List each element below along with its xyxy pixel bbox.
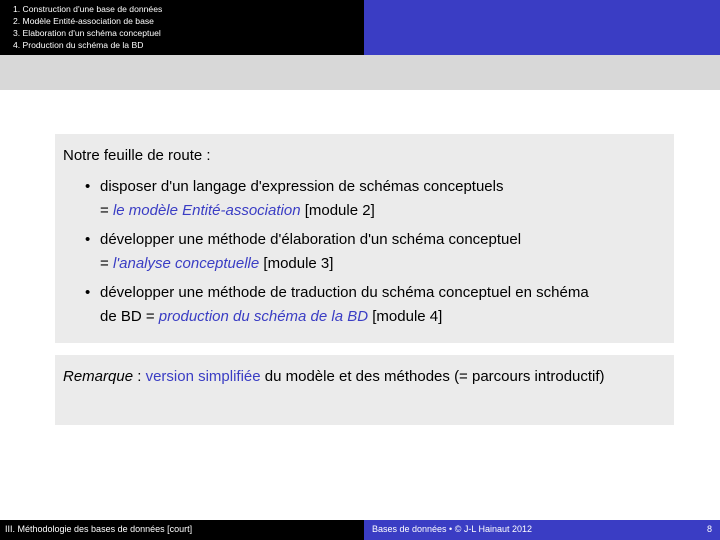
module-ref: [module 3] xyxy=(259,255,334,272)
roadmap-list xyxy=(85,175,665,334)
bullet-detail xyxy=(100,199,665,223)
bullet-text: développer une méthode de traduction du schéma conceptuel en schéma xyxy=(100,284,589,301)
footer-right xyxy=(364,520,720,540)
equals-sign: = xyxy=(100,255,113,272)
remark-box xyxy=(55,355,674,425)
module-link[interactable]: l'analyse conceptuelle xyxy=(112,255,260,272)
bullet-detail xyxy=(100,252,665,276)
header-subbar xyxy=(0,55,720,90)
page-number: 8 xyxy=(706,524,712,534)
remark-separator: : xyxy=(133,368,146,385)
equals-sign: = xyxy=(100,202,113,219)
roadmap-heading: Notre feuille de route : xyxy=(63,147,211,164)
remark-highlight: version simplifiée xyxy=(145,368,261,385)
remark-body: du modèle et des méthodes (= parcours introductif) xyxy=(260,368,605,385)
module-ref: [module 2] xyxy=(300,202,375,219)
toc-item[interactable]: 1. Construction d'une base de données xyxy=(13,4,163,14)
module-link[interactable]: le modèle Entité-association xyxy=(112,202,301,219)
header-accent-panel xyxy=(364,0,720,55)
bullet-text: disposer d'un langage d'expression de schémas conceptuels xyxy=(100,178,504,195)
remark-label: Remarque xyxy=(63,368,134,385)
list-item xyxy=(85,281,665,329)
toc-item[interactable]: 4. Production du schéma de la BD xyxy=(13,40,144,50)
footer-bar xyxy=(0,520,720,540)
bullet-text-continued: de BD = xyxy=(100,308,159,325)
table-of-contents xyxy=(13,3,162,51)
toc-item[interactable]: 3. Elaboration d'un schéma conceptuel xyxy=(13,28,161,38)
bullet-detail xyxy=(100,305,665,329)
bullet-icon: • xyxy=(85,231,91,248)
remark-text xyxy=(63,365,663,389)
bullet-icon: • xyxy=(85,178,91,195)
bullet-icon: • xyxy=(85,284,91,301)
list-item xyxy=(85,175,665,223)
list-item xyxy=(85,228,665,276)
module-ref: [module 4] xyxy=(368,308,443,325)
top-bar xyxy=(0,0,720,55)
course-title: III. Méthodologie des bases de données [court] xyxy=(5,524,193,534)
toc-panel xyxy=(0,0,364,55)
bullet-text: développer une méthode d'élaboration d'un schéma conceptuel xyxy=(100,231,522,248)
footer-left xyxy=(0,520,364,540)
roadmap-box xyxy=(55,134,674,343)
toc-item[interactable]: 2. Modèle Entité-association de base xyxy=(13,16,154,26)
module-link[interactable]: production du schéma de la BD xyxy=(158,308,369,325)
credit-text: Bases de données • © J-L Hainaut 2012 xyxy=(372,524,533,534)
